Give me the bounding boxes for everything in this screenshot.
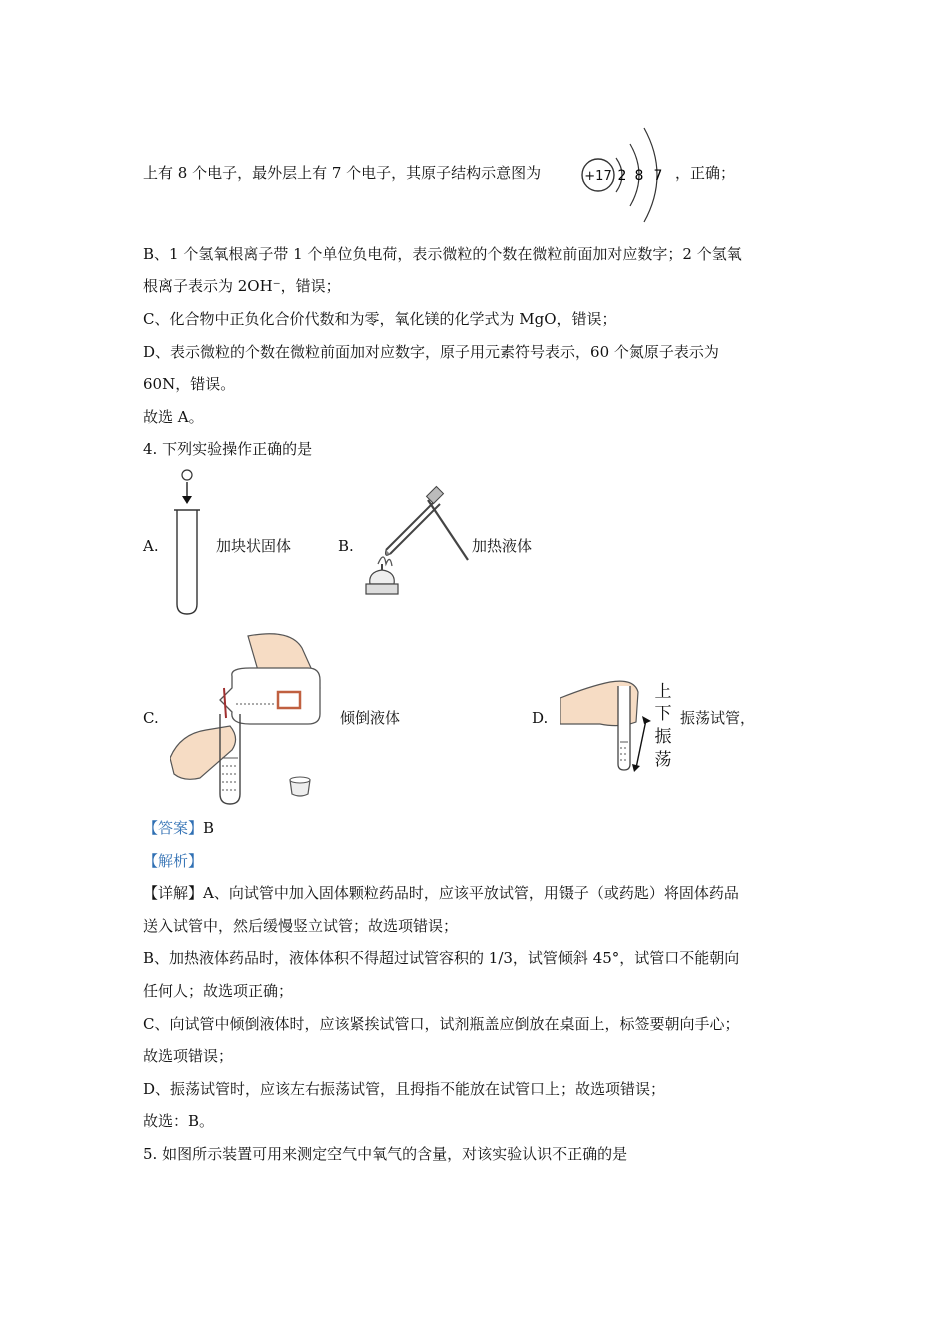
- text-line: 60N，错误。: [143, 375, 236, 393]
- atom-shell-2: 8: [634, 168, 644, 184]
- detail-line: [143, 883, 739, 903]
- answer-tag: 【答案】: [143, 819, 204, 837]
- analysis-tag: 【解析】: [143, 852, 204, 870]
- option-b-label: 加热液体: [472, 537, 533, 555]
- atom-shell-1: 2: [617, 168, 627, 184]
- detail-line: C、向试管中倾倒液体时，应该紧挨试管口，试剂瓶盖应倒放在桌面上，标签要朝向手心；: [143, 1015, 740, 1033]
- atom-structure-diagram: [578, 118, 668, 230]
- option-c-letter: C.: [143, 709, 159, 727]
- option-c-label: 倾倒液体: [340, 709, 401, 727]
- text-line: D、表示微粒的个数在微粒前面加对应数字，原子用元素符号表示，60 个氮原子表示为: [143, 343, 719, 361]
- detail-line: B、加热液体药品时，液体体积不得超过试管容积的 1/3，试管倾斜 45°，试管口不能朝向: [143, 949, 740, 967]
- shake-test-tube-figure: [560, 676, 656, 772]
- question-stem: 5. 如图所示装置可用来测定空气中氧气的含量，对该实验认识不正确的是: [143, 1145, 628, 1163]
- add-solid-test-tube-figure: [166, 468, 212, 618]
- detail-line: 故选项错误；: [143, 1047, 234, 1065]
- text-line: 根离子表示为 2OH⁻，错误；: [143, 277, 341, 295]
- detail-line: 故选：B。: [143, 1112, 215, 1130]
- detail-line: 任何人；故选项正确；: [143, 982, 294, 1000]
- text-line: 上有 8 个电子，最外层上有 7 个电子，其原子结构示意图为: [143, 164, 542, 182]
- text-line: C、化合物中正负化合价代数和为零，氧化镁的化学式为 MgO，错误；: [143, 310, 617, 328]
- heat-liquid-figure: [356, 484, 472, 604]
- answer-value: B: [203, 819, 215, 837]
- option-b-letter: B.: [338, 537, 354, 555]
- detail-line: D、振荡试管时，应该左右振荡试管，且拇指不能放在试管口上；故选项错误；: [143, 1080, 666, 1098]
- text-line: B、1 个氢氧根离子带 1 个单位负电荷，表示微粒的个数在微粒前面加对应数字；2 个氢氧: [143, 245, 742, 263]
- option-a-label: 加块状固体: [216, 537, 292, 555]
- option-d-letter: D.: [532, 709, 549, 727]
- option-a-letter: A.: [143, 537, 159, 555]
- atom-shell-3: 7: [653, 168, 663, 184]
- detail-text: A、向试管中加入固体颗粒药品时，应该平放试管，用镊子（或药匙）将固体药品: [203, 884, 739, 902]
- atom-nucleus: +17: [584, 169, 612, 184]
- detail-line: 送入试管中，然后缓慢竖立试管；故选项错误；: [143, 917, 459, 935]
- text-line: 故选 A。: [143, 408, 204, 426]
- detail-tag: 【详解】: [143, 884, 204, 902]
- option-d-label: 振荡试管，: [680, 709, 756, 727]
- shake-direction-char: 下: [654, 704, 672, 724]
- shake-direction-char: 上: [654, 682, 672, 702]
- text-line: ，正确；: [675, 164, 736, 182]
- question-stem: 4. 下列实验操作正确的是: [143, 440, 313, 458]
- pour-liquid-figure: [170, 628, 330, 808]
- shake-direction-char: 荡: [654, 750, 672, 770]
- shake-direction-char: 振: [654, 727, 672, 747]
- answer-line: [143, 818, 214, 838]
